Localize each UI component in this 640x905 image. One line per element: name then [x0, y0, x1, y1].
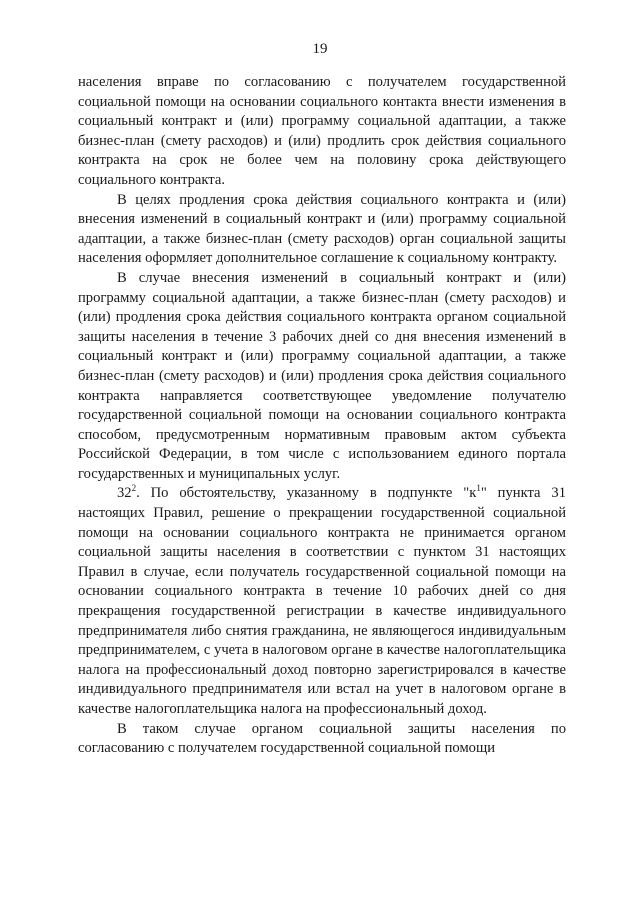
document-body: [78, 73, 566, 759]
paragraph-final: В таком случае органом социальной защиты населения по согласованию с получателем государственной социальной помощи: [78, 720, 566, 757]
paragraph-notification: В случае внесения изменений в социальный контракт и (или) программу социальной адаптации, а также бизнес-план (смету расходов) и (или) продления срока действия социального контракта органом социальной защиты населения в течение 3 рабочих дней со дня внесения изменений в социальный контракт и (или) программу социальной адаптации, а также бизнес-план (смету расходов) и (или) продления срока действия социального контракта направляется соответствующее уведомление получателю государственной социальной помощи на основании социального контракта способом, предусмотренным нормативным правовым актом субъекта Российской Федерации, в том числе с использованием единого портала государственных и муниципальных услуг.: [78, 269, 566, 482]
clause-number-superscript: 2: [131, 483, 137, 494]
paragraph-extension-agreement: В целях продления срока действия социального контракта и (или) внесения изменений в социальный контракт и (или) программу социальной адаптации, а также бизнес-план (смету расходов) орган социальной защиты населения оформляет дополнительное соглашение к социальному контракту.: [78, 191, 566, 267]
subclause-superscript: 1: [476, 483, 481, 494]
clause-text-rest: " пункта 31 настоящих Правил, решение о прекращении государственной социальной помощи на основании социального контракта не принимается органом социальной защиты населения в соответствии с пунктом 31 настоящих Правил в случае, если получатель государственной социальной помощи на основании социального контракта в течение 10 рабочих дней со дня прекращения государственной регистрации в качестве индивидуального предпринимателя либо снятия гражданина, не являющегося индивидуальным предпринимателем, с учета в налоговом органе в качестве налогоплательщика налога на профессиональный доход повторно зарегистрировался в качестве индивидуального предпринимателя или встал на учет в налоговом органе в качестве налогоплательщика налога на профессиональный доход.: [78, 485, 567, 717]
clause-text-start: . По обстоятельству, указанному в подпункте "к: [136, 485, 477, 502]
paragraph-clause-32-2: [78, 484, 566, 719]
paragraph-continuation: населения вправе по согласованию с получателем государственной социальной помощи на основании социального контакта внести изменения в социальный контракт и (или) программу социальной адаптации, а также бизнес-план (смету расходов) и (или) продлить срок действия социального контракта на срок не более чем на половину срока действующего социального контракта.: [78, 74, 566, 188]
clause-number: 32: [117, 485, 132, 502]
page-number: 19: [312, 41, 328, 57]
